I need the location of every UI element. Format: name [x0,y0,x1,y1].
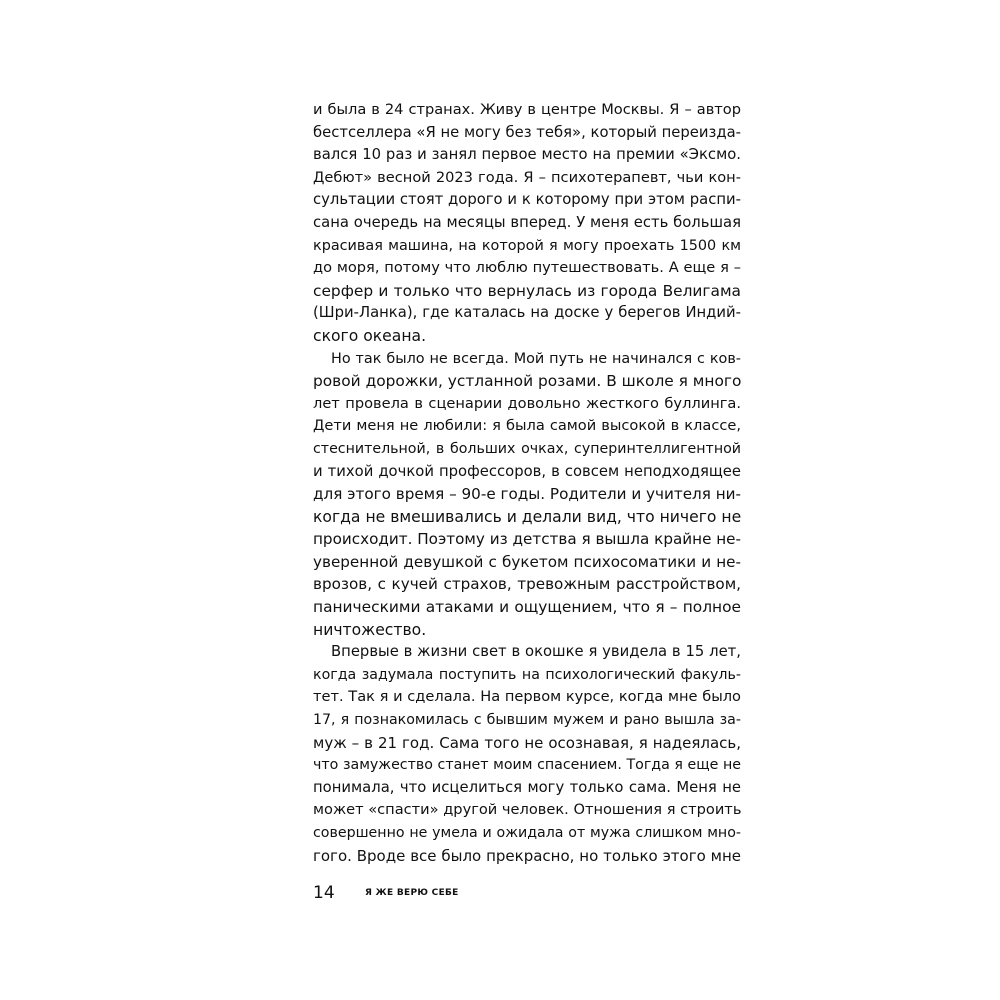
text-line: Дебют» весной 2023 года. Я – психотерапевт, чьи кон- [313,168,741,186]
text-line: Впервые в жизни свет в окошке я увидела в 15 лет, [331,643,741,661]
text-line: ничтожество. [313,620,427,639]
text-line: когда не вмешивались и делали вид, что ничего не [313,507,742,526]
text-line: может «спасти» другой человек. Отношения я строить [313,801,742,819]
text-line: врозов, с кучей страхов, тревожным расстройством, [313,575,741,594]
text-line: для этого время – 90-е годы. Родители и учителя ни- [313,485,742,504]
text-line: лет провела в сценарии довольно жесткого буллинга. [313,394,741,412]
text-line: тет. Так я и сделала. На первом курсе, когда мне было [313,688,741,706]
text-line: бестселлера «Я не могу без тебя», который переизда- [313,123,741,141]
text-line: сультации стоят дорого и к которому при этом распи- [313,191,741,209]
text-line: гого. Вроде все было прекрасно, но только этого мне [313,846,741,865]
text-line: когда задумала поступить на психологический факуль- [313,666,741,683]
text-line: серфер и только что вернулась из города Велигама [313,281,741,300]
text-line: понимала, что исцелиться могу только сама. Меня не [313,778,741,796]
text-line: сана очередь на месяцы вперед. У меня есть большая [313,213,741,231]
body-text [313,99,741,867]
text-line: совершенно не умела и ожидала от мужа слишком мно- [313,825,741,841]
text-line: муж – в 21 год. Сама того не осознавая, я надеялась, [313,733,741,752]
text-line: стеснительной, в больших очках, суперинтеллигентной [313,440,741,457]
text-line: ровой дорожки, устланной розами. В школе я много [313,372,742,391]
text-line: красивая машина, на которой я могу проехать 1500 км [313,237,741,254]
text-line: паническими атаками и ощущением, что я – полное [313,598,741,617]
text-line: что замужество станет моим спасением. Тогда я еще не [313,757,741,774]
running-title: Я ЖЕ ВЕРЮ СЕБЕ [365,888,459,898]
text-line: ского океана. [313,326,427,345]
text-line: и была в 24 странах. Живу в центре Москвы. Я – автор [313,101,741,118]
text-line: Дети меня не любили: я была самой высокой в классе, [313,417,741,435]
page-number: 14 [313,883,335,903]
page-footer [313,880,459,906]
text-line: (Шри-Ланка), где каталась на доске у берегов Индий- [313,304,741,322]
text-line: происходит. Поэтому из детства я вышла крайне не- [313,530,741,549]
text-line: уверенной девушкой с букетом психосоматики и не- [313,552,741,571]
text-line: Но так было не всегда. Мой путь не начинался с ков- [331,350,741,367]
text-line: до моря, потому что люблю путешествовать. А еще я – [313,259,741,277]
text-line: вался 10 раз и занял первое место на премии «Эксмо. [313,146,741,164]
text-line: и тихой дочкой профессоров, в совсем неподходящее [313,462,741,480]
text-line: 17, я познакомилась с бывшим мужем и рано вышла за- [313,712,741,729]
